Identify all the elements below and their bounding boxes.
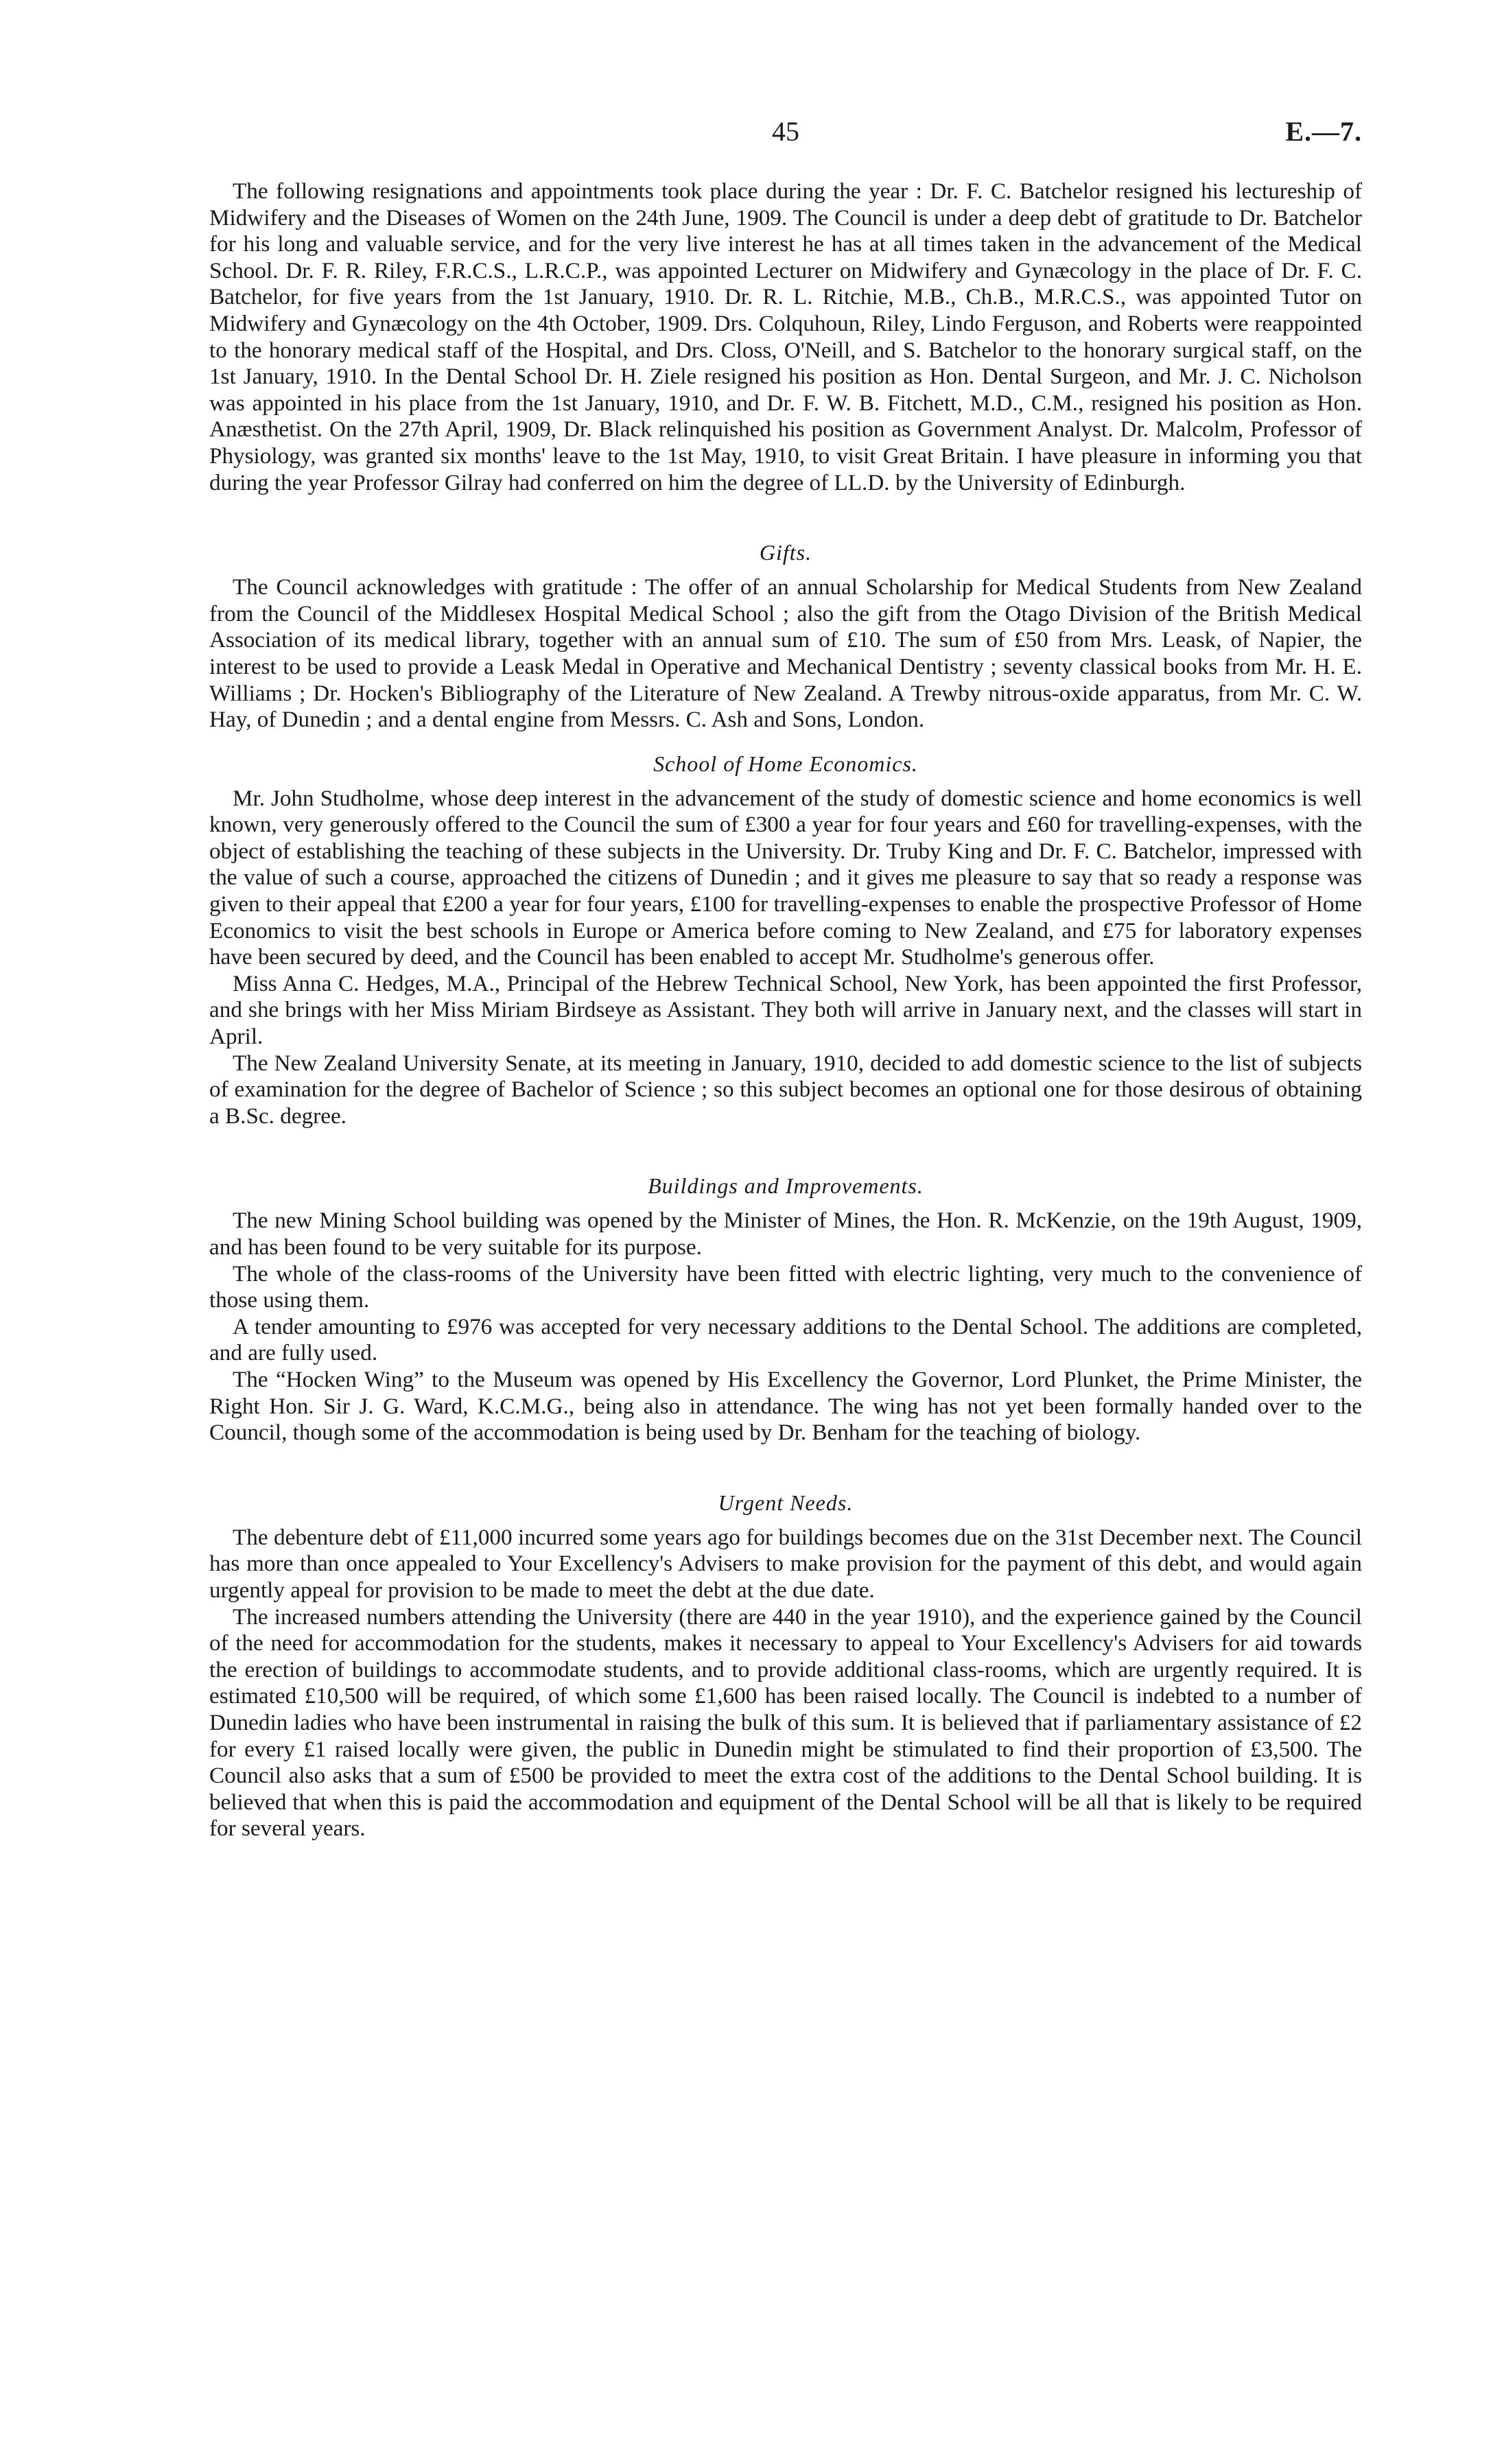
paragraph: The debenture debt of £11,000 incurred some years ago for buildings becomes due on the 31st December next. The Council has more than once appealed to Your Excellency's Advisers to make provision for the payment of this debt, and would again urgently appeal for provision to be made to meet the debt at the due date.: [209, 1524, 1362, 1603]
section-gifts: [209, 539, 1362, 734]
section-urgent-needs: [209, 1489, 1362, 1842]
section-home-economics: [209, 750, 1362, 1130]
paragraph: The New Zealand University Senate, at its meeting in January, 1910, decided to add domestic science to the list of subjects of examination for the degree of Bachelor of Science ; so this subject becomes an optional one for those desirous of obtaining a B.Sc. degree.: [209, 1050, 1362, 1129]
paragraph: The Council acknowledges with gratitude : The offer of an annual Scholarship for Medical Students from New Zealand from the Council of the Middlesex Hospital Medical School ; also the gift from the Otago Division of the British Medical Association of its medical library, together with an annual sum of £10. The sum of £50 from Mrs. Leask, of Napier, the interest to be used to provide a Leask Medal in Operative and Mechanical Dentistry ; seventy classical books from Mr. H. E. Williams ; Dr. Hocken's Bibliography of the Literature of New Zealand. A Trewby nitrous-oxide apparatus, from Mr. C. W. Hay, of Dunedin ; and a dental engine from Messrs. C. Ash and Sons, London.: [209, 574, 1362, 733]
page-number: 45: [772, 116, 799, 147]
paragraph: The increased numbers attending the University (there are 440 in the year 1910), and the experience gained by the Council of the need for accommodation for the students, makes it necessary to appeal to Your Excellency's Advisers for aid towards the erection of buildings to accommodate students, and to provide additional class-rooms, which are urgently required. It is estimated £10,500 will be required, of which some £1,600 has been raised locally. The Council is indebted to a number of Dunedin ladies who have been instrumental in raising the bulk of this sum. It is believed that if parliamentary assistance of £2 for every £1 raised locally were given, the public in Dunedin might be stimulated to find their proportion of £3,500. The Council also asks that a sum of £500 be provided to meet the extra cost of the additions to the Dental School building. It is believed that when this is paid the accommodation and equipment of the Dental School will be all that is likely to be required for several years.: [209, 1604, 1362, 1842]
section-buildings: [209, 1172, 1362, 1446]
document-page: [209, 103, 1362, 1842]
paragraph: The “Hocken Wing” to the Museum was opened by His Excellency the Governor, Lord Plunket, the Prime Minister, the Right Hon. Sir J. G. Ward, K.C.M.G., being also in attendance. The wing has not yet been formally handed over to the Council, though some of the accommodation is being used by Dr. Benham for the teaching of biology.: [209, 1366, 1362, 1446]
page-header: [209, 103, 1362, 151]
paragraph: The whole of the class-rooms of the University have been fitted with electric lighting, very much to the convenience of those using them.: [209, 1260, 1362, 1313]
section-heading-buildings: Buildings and Improvements.: [648, 1173, 924, 1199]
paragraph: A tender amounting to £976 was accepted for very necessary additions to the Dental School. The additions are completed, and are fully used.: [209, 1313, 1362, 1366]
paragraph: Mr. John Studholme, whose deep interest in the advancement of the study of domestic science and home economics is well known, very generously offered to the Council the sum of £300 a year for four years and £60 for travelling-expenses, with the object of establishing the teaching of these subjects in the University. Dr. Truby King and Dr. F. C. Batchelor, impressed with the value of such a course, approached the citizens of Dunedin ; and it gives me pleasure to say that so ready a response was given to their appeal that £200 a year for four years, £100 for travelling-expenses to enable the prospective Professor of Home Economics to visit the best schools in Europe or America before coming to New Zealand, and £75 for laboratory expenses have been secured by deed, and the Council has been enabled to accept Mr. Studholme's generous offer.: [209, 785, 1362, 970]
resignations-paragraph: The following resignations and appointments took place during the year : Dr. F. C. Batchelor resigned his lectureship of Midwifery and the Diseases of Women on the 24th June, 1909. The Council is under a deep debt of gratitude to Dr. Batchelor for his long and valuable service, and for the very live interest he has at all times taken in the advancement of the Medical School. Dr. F. R. Riley, F.R.C.S., L.R.C.P., was appointed Lecturer on Midwifery and Gynæcology in the place of Dr. F. C. Batchelor, for five years from the 1st January, 1910. Dr. R. L. Ritchie, M.B., Ch.B., M.R.C.S., was appointed Tutor on Midwifery and Gynæcology on the 4th October, 1909. Drs. Colquhoun, Riley, Lindo Ferguson, and Roberts were reappointed to the honorary medical staff of the Hospital, and Drs. Closs, O'Neill, and S. Batchelor to the honorary surgical staff, on the 1st January, 1910. In the Dental School Dr. H. Ziele resigned his position as Hon. Dental Surgeon, and Mr. J. C. Nicholson was appointed in his place from the 1st January, 1910, and Dr. F. W. B. Fitchett, M.D., C.M., resigned his position as Hon. Anæsthetist. On the 27th April, 1909, Dr. Black relinquished his position as Government Analyst. Dr. Malcolm, Professor of Physiology, was granted six months' leave to the 1st May, 1910, to visit Great Britain. I have pleasure in informing you that during the year Professor Gilray had conferred on him the degree of LL.D. by the University of Edinburgh.: [209, 178, 1362, 495]
section-heading-home-economics: School of Home Economics.: [653, 751, 918, 776]
paragraph: The new Mining School building was opened by the Minister of Mines, the Hon. R. McKenzie, on the 19th August, 1909, and has been found to be very suitable for its purpose.: [209, 1208, 1362, 1260]
document-reference: E.—7.: [1285, 116, 1362, 147]
section-heading-gifts: Gifts.: [759, 540, 812, 565]
section-heading-urgent-needs: Urgent Needs.: [718, 1490, 854, 1515]
paragraph: Miss Anna C. Hedges, M.A., Principal of the Hebrew Technical School, New York, has been appointed the first Professor, and she brings with her Miss Miriam Birdseye as Assistant. They both will arrive in January next, and the classes will start in April.: [209, 970, 1362, 1050]
